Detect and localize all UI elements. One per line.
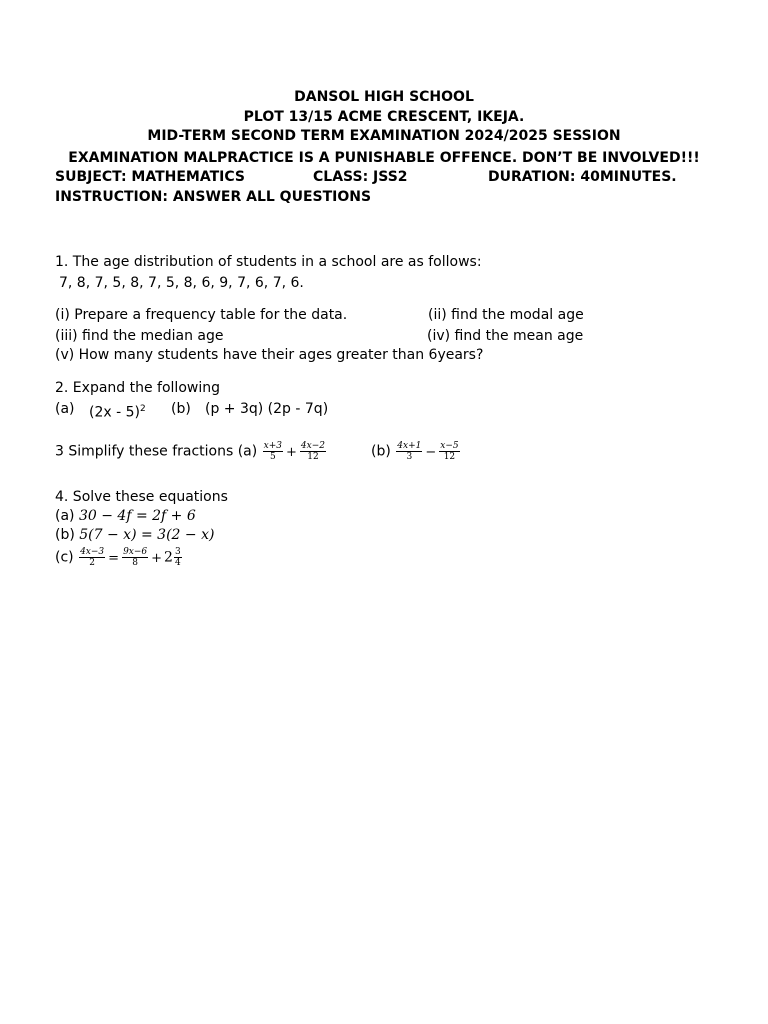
q3-line-b xyxy=(371,441,461,463)
q3-b-fraction-2: $\frac{x-5}{12}$ xyxy=(440,441,459,462)
q4-part-c xyxy=(55,547,183,569)
exam-title: MID-TERM SECOND TERM EXAMINATION 2024/2025 SESSION xyxy=(147,128,621,144)
q1-part-iv: (iv) find the mean age xyxy=(427,328,584,344)
q3-b-label: (b) xyxy=(371,443,391,460)
q2-a-exponent: 2 xyxy=(139,404,146,414)
q4-c-fraction-2: $\frac{9x-6}{8}$ xyxy=(123,547,148,568)
q4-b-equation: 5(7 − x) = 3(2 − x) xyxy=(79,527,215,543)
school-address: PLOT 13/15 ACME CRESCENT, IKEJA. xyxy=(243,109,525,125)
q3-b-fraction-1: $\frac{4x+1}{3}$ xyxy=(397,441,422,462)
q1-part-ii: (ii) find the modal age xyxy=(428,307,584,323)
q3-line-a xyxy=(55,441,327,463)
q3-b-operator: − xyxy=(425,444,437,460)
malpractice-warning: EXAMINATION MALPRACTICE IS A PUNISHABLE OFFENCE. DON’T BE INVOLVED!!! xyxy=(68,150,700,166)
q2-a-base: (2x - 5) xyxy=(89,404,140,421)
q4-a-equation: 30 − 4f = 2f + 6 xyxy=(78,508,196,524)
q1-part-iii: (iii) find the median age xyxy=(55,328,224,344)
q1-data: 7, 8, 7, 5, 8, 7, 5, 8, 6, 9, 7, 6, 7, 6. xyxy=(59,275,304,291)
q1-stem: 1. The age distribution of students in a school are as follows: xyxy=(55,254,482,270)
q4-part-a xyxy=(55,506,196,526)
q4-c-plus: + xyxy=(151,550,163,566)
q2-part-a-expr xyxy=(89,399,146,423)
q2-part-a-label: (a) xyxy=(55,401,75,417)
q4-part-b xyxy=(55,525,214,545)
q3-a-fraction-1: $\frac{x+3}{5}$ xyxy=(263,441,283,462)
q2-part-b-label: (b) xyxy=(171,401,191,417)
q4-c-fraction-1: $\frac{4x-3}{2}$ xyxy=(80,547,105,568)
q4-c-fraction-3: $\frac{3}{4}$ xyxy=(174,547,181,568)
q3-a-operator: + xyxy=(286,444,297,460)
q1-part-v: (v) How many students have their ages greater than 6years? xyxy=(55,347,484,363)
q4-stem: 4. Solve these equations xyxy=(55,489,228,505)
q4-a-label: (a) xyxy=(55,508,75,524)
q4-b-label: (b) xyxy=(55,527,75,543)
q2-part-b-expr: (p + 3q) (2p - 7q) xyxy=(205,401,329,417)
q3-a-fraction-2: $\frac{4x-2}{12}$ xyxy=(300,441,325,462)
q1-part-i: (i) Prepare a frequency table for the data. xyxy=(55,307,348,323)
class-label: CLASS: JSS2 xyxy=(313,169,408,185)
subject-label: SUBJECT: MATHEMATICS xyxy=(55,169,245,185)
q4-c-label: (c) xyxy=(55,549,74,566)
q4-c-equals: = xyxy=(108,550,120,566)
q2-stem: 2. Expand the following xyxy=(55,380,220,396)
school-name: DANSOL HIGH SCHOOL xyxy=(294,89,474,105)
q3-stem: 3 Simplify these fractions (a) xyxy=(55,443,258,460)
q4-c-whole: 2 xyxy=(164,549,173,566)
duration-label: DURATION: 40MINUTES. xyxy=(488,169,677,185)
instruction-label: INSTRUCTION: ANSWER ALL QUESTIONS xyxy=(55,189,372,205)
